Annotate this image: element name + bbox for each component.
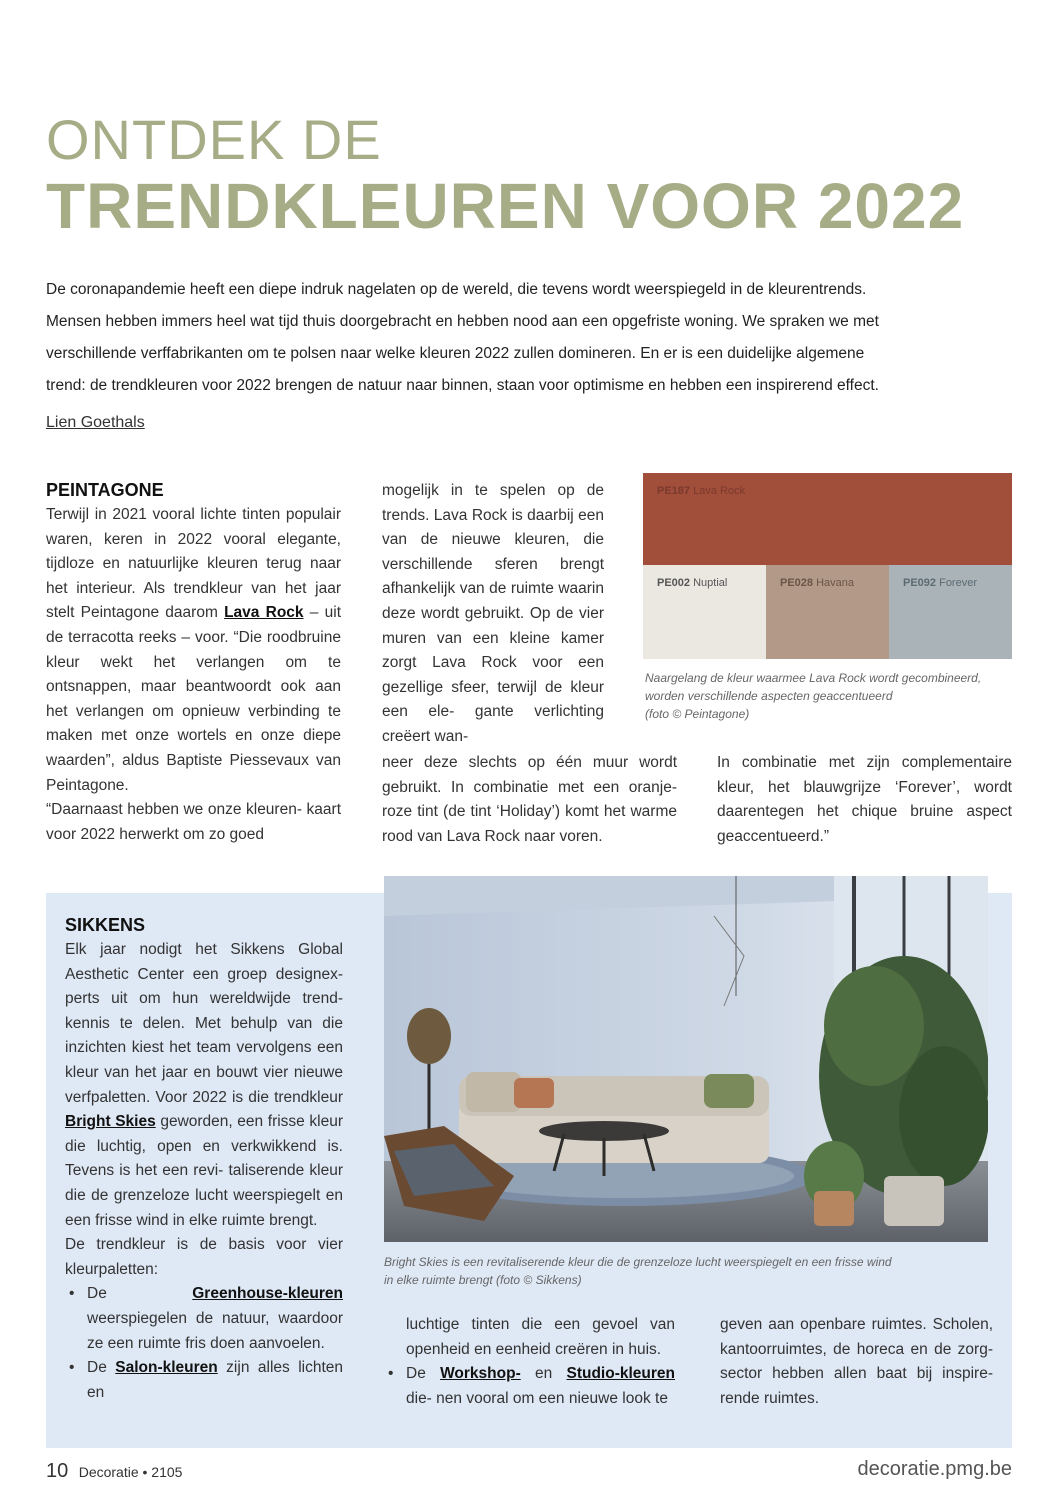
studio-highlight: Studio-kleuren <box>566 1365 675 1383</box>
swatch-code: PE092 <box>903 577 937 589</box>
peintagone-column-2-upper: mogelijk in te spelen op de trends. Lava Rock is daarbij een van de nieuwe kleuren, die verschillende sferen brengt afhankelijk van de ruimte waarin deze wordt gebruikt. Op de vier muren van een kleine kamer zorgt Lava Rock voor een gezellige sfeer, terwijl de kleur een ele- gante verlichting creëert wan- <box>382 482 604 745</box>
palette-list-continued <box>384 1362 675 1411</box>
swatch-name: Nuptial <box>693 577 728 589</box>
swatch-code: PE028 <box>780 577 814 589</box>
swatches-caption: Naargelang de kleur waarmee Lava Rock wordt gecombineerd, worden verschillende aspecten geaccentueerd (foto © Peintagone) <box>645 671 982 721</box>
sikkens-paragraph-2: De trendkleur is de basis voor vier kleurpaletten: <box>65 1236 343 1278</box>
intro-line: Mensen hebben immers heel wat tijd thuis doorgebracht en hebben nood aan een opgefriste woning. We spraken we met <box>46 313 879 330</box>
sikkens-column-3: geven aan openbare ruimtes. Scholen, kantoorruimtes, de horeca en de zorg- sector hebben allen baat bij inspire- rende ruimtes. <box>720 1316 993 1407</box>
peintagone-paragraph-1: Terwijl in 2021 vooral lichte tinten populair waren, keren in 2022 vooral elegante, tijdloze en natuurlijke kleuren terug naar het interieur. Als trendkleur van het jaar stelt Peintagone daarom Lava Rock – uit de terracotta reeks – voor. “Die roodbruine kleur wekt het verlangen om te ontsnappen, maar beantwoordt ook aan het verlangen om opnieuw verbinding te maken met onze wortels en onze diepe waarden”, aldus Baptiste Piessevaux van Peintagone. <box>46 506 341 794</box>
peintagone-paragraph-2: “Daarnaast hebben we onze kleuren- kaart voor 2022 herwerkt om zo goed <box>46 801 341 843</box>
peintagone-column-1 <box>46 477 341 847</box>
title-line-1: ONTDEK DE <box>46 108 382 171</box>
palette-list <box>65 1282 343 1405</box>
swatch-havana <box>766 565 889 659</box>
intro-line: verschillende verffabrikanten om te polsen naar welke kleuren 2022 zullen domineren. En er is een duidelijke algemene <box>46 345 865 362</box>
swatch-forever <box>889 565 1012 659</box>
bright-skies-highlight: Bright Skies <box>65 1113 156 1131</box>
author-link[interactable]: Lien Goethals <box>46 414 145 431</box>
intro-paragraph <box>46 274 966 402</box>
swatch-nuptial <box>643 565 766 659</box>
color-swatches <box>643 473 1012 659</box>
swatch-name: Forever <box>939 577 977 589</box>
salon-highlight: Salon-kleuren <box>115 1359 218 1377</box>
sikkens-column-1 <box>65 912 343 1405</box>
intro-line: trend: de trendkleuren voor 2022 brengen de natuur naar binnen, staan voor optimisme en hebben een inspirerend effect. <box>46 377 879 394</box>
peintagone-column-3: In combinatie met zijn complementaire kleur, het blauwgrijze ‘Forever’, wordt daarentegen het chique bruine aspect geaccentueerd.” <box>717 754 1012 845</box>
greenhouse-highlight: Greenhouse-kleuren <box>192 1285 343 1303</box>
bright-skies-photo <box>384 876 988 1242</box>
sikkens-photo-caption: Bright Skies is een revitaliserende kleur die de grenzeloze lucht weerspiegelt en een frisse wind in elke ruimte brengt (foto © Sikkens) <box>384 1255 892 1287</box>
sikkens-column-2-text: luchtige tinten die een gevoel van openheid en eenheid creëren in huis. <box>406 1316 675 1358</box>
footer-url-link[interactable]: decoratie.pmg.be <box>857 1458 1012 1480</box>
swatch-lava-rock <box>643 473 1012 565</box>
sikkens-column-2 <box>384 1313 675 1411</box>
page-number: 10 <box>46 1460 69 1482</box>
magazine-issue: Decoratie • 2105 <box>78 1464 183 1480</box>
sikkens-heading: SIKKENS <box>65 915 146 935</box>
swatch-code: PE187 <box>657 485 691 497</box>
peintagone-column-2-lower: neer deze slechts op één muur wordt gebruikt. In combinatie met een oranje- roze tint (de tint ‘Holiday’) komt het warme rood van Lava Rock naar voren. <box>382 754 677 845</box>
swatch-code: PE002 <box>657 577 691 589</box>
peintagone-heading: PEINTAGONE <box>46 480 164 500</box>
list-item: • De Salon-kleuren zijn alles lichten en <box>65 1356 343 1405</box>
lava-rock-highlight: Lava Rock <box>224 604 304 622</box>
footer-page-info <box>46 1460 182 1483</box>
workshop-highlight: Workshop- <box>440 1365 521 1383</box>
swatch-name: Havana <box>816 577 855 589</box>
sikkens-paragraph-1: Elk jaar nodigt het Sikkens Global Aesthetic Center een groep designex- perts uit om hun wereldwijde trend- kennis te delen. Met behulp van die inzichten kiest het team vervolgens een kleur van het jaar en bouwt vier nieuwe verfpaletten. Voor 2022 is die trendkleur Bright Skies geworden, een frisse kleur die luchtig, open en verkwikkend is. Tevens is het een revi- taliserende kleur die de grenzeloze lucht weerspiegelt en een frisse wind in elke ruimte brengt. <box>65 941 343 1229</box>
list-item: • De Greenhouse-kleuren weerspiegelen de natuur, waardoor ze een ruimte fris doen aanvoelen. <box>65 1282 343 1356</box>
swatch-name: Lava Rock <box>693 485 746 497</box>
intro-line: De coronapandemie heeft een diepe indruk nagelaten op de wereld, die tevens wordt weerspiegeld in de kleurentrends. <box>46 281 867 298</box>
title-line-2: TRENDKLEUREN VOOR 2022 <box>46 170 965 242</box>
list-item: • De Workshop- en Studio-kleuren die- nen vooral om een nieuwe look te <box>384 1362 675 1411</box>
